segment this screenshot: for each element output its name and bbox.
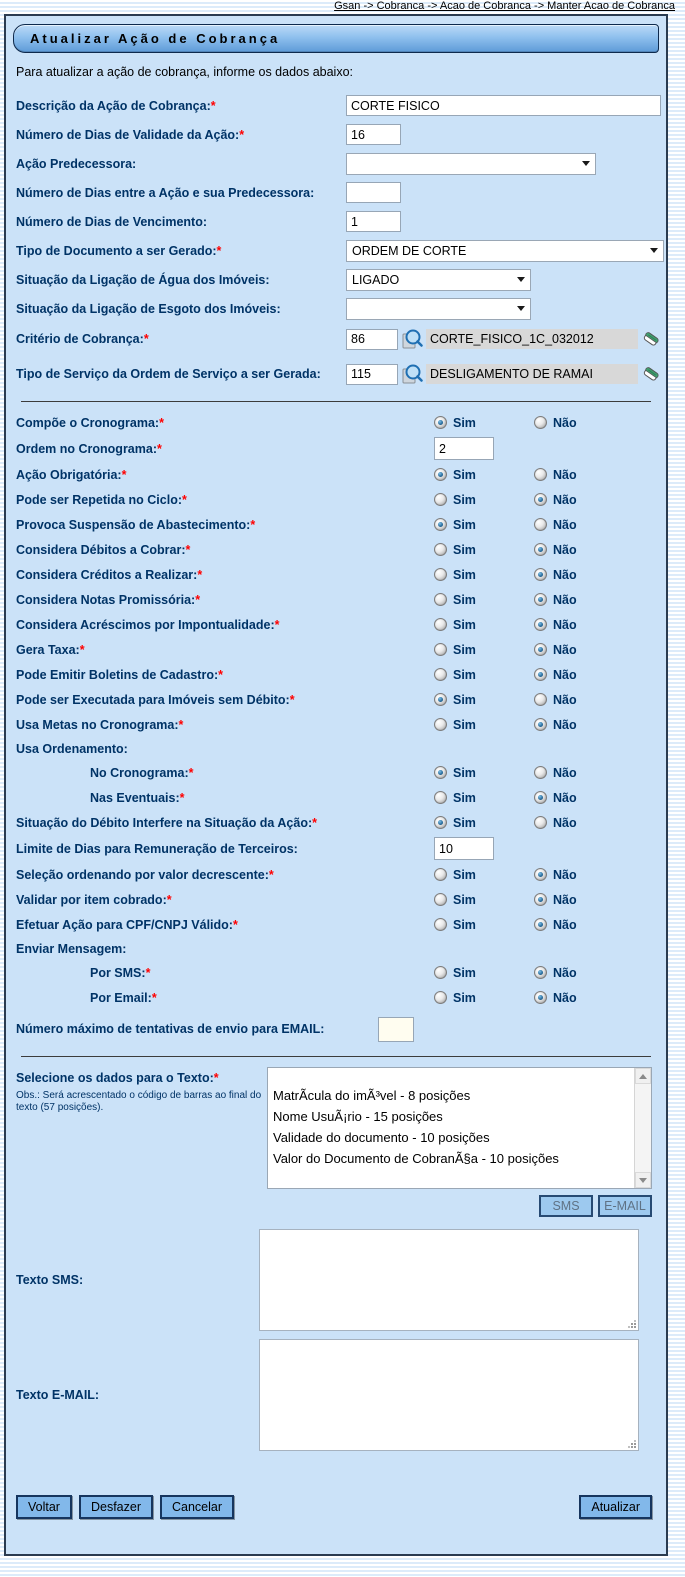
search-icon[interactable] <box>401 328 423 350</box>
radio-icon[interactable] <box>534 618 547 631</box>
texto-email-textarea[interactable] <box>259 1339 639 1451</box>
criterio-code-input[interactable] <box>346 329 398 350</box>
row-enviar-mensagem-header: Enviar Mensagem: <box>16 941 127 956</box>
radio-icon[interactable] <box>534 918 547 931</box>
scrollbar[interactable] <box>634 1068 651 1188</box>
descricao-input[interactable] <box>346 95 661 116</box>
radio-option-sim[interactable]: Sim <box>434 791 534 805</box>
desfazer-button[interactable]: Desfazer <box>79 1495 153 1519</box>
radio-option-nao[interactable]: Não <box>534 918 634 932</box>
tipo-servico-code-input[interactable] <box>346 364 398 385</box>
row-metas-cronograma: Usa Metas no Cronograma:* Sim Não <box>16 712 652 737</box>
separator <box>21 401 651 402</box>
eraser-icon[interactable] <box>641 329 661 349</box>
dados-texto-listbox[interactable] <box>267 1067 652 1189</box>
search-icon[interactable] <box>401 363 423 385</box>
radio-icon[interactable] <box>534 668 547 681</box>
radio-icon[interactable] <box>534 593 547 606</box>
radio-icon[interactable] <box>434 966 447 979</box>
limite-dias-input[interactable] <box>434 837 494 860</box>
mid-fields <box>16 410 652 1048</box>
tipo-servico-description: DESLIGAMENTO DE RAMAI <box>426 364 638 384</box>
radio-option-nao[interactable]: Não <box>534 618 634 632</box>
resize-grip-icon[interactable] <box>627 1439 636 1448</box>
field-label: Tipo de Serviço da Ordem de Serviço a ser Gerada: <box>16 367 321 381</box>
row-situacao-debito-interfere: Situação do Débito Interfere na Situação da Ação:* Sim Não <box>16 810 652 835</box>
field-label: Número de Dias de Vencimento: <box>16 214 208 229</box>
radio-option-sim[interactable]: Sim <box>434 593 534 607</box>
radio-option-nao[interactable]: Não <box>534 493 634 507</box>
row-texto-sms <box>16 1229 652 1331</box>
row-gera-taxa: Gera Taxa:* Sim Não <box>16 637 652 662</box>
radio-option-nao[interactable]: Não <box>534 518 634 532</box>
intro-text: Para atualizar a ação de cobrança, informe os dados abaixo: <box>16 65 354 79</box>
radio-option-sim[interactable]: Sim <box>434 568 534 582</box>
chevron-down-icon <box>517 306 525 311</box>
voltar-button[interactable]: Voltar <box>16 1495 72 1519</box>
radio-icon[interactable] <box>434 816 447 829</box>
chevron-down-icon <box>650 248 658 253</box>
list-item[interactable]: Nome UsuÃ¡rio - 15 posições <box>273 1109 443 1124</box>
row-descricao: Descrição da Ação de Cobrança:* CORTE FISICO <box>16 91 652 120</box>
texto-email-label: Texto E-MAIL: <box>16 1388 100 1402</box>
chevron-down-icon <box>517 277 525 282</box>
field-label: Número de Dias de Validade da Ação: <box>16 127 240 142</box>
radio-option-sim[interactable]: Sim <box>434 493 534 507</box>
ligacao-esgoto-select[interactable] <box>346 298 531 320</box>
action-buttons <box>16 1495 652 1519</box>
row-limite-dias-terceiros: Limite de Dias para Remuneração de Terceiros: 10 <box>16 835 652 862</box>
eraser-icon[interactable] <box>641 364 661 384</box>
radio-option-nao[interactable]: Não <box>534 643 634 657</box>
radio-icon[interactable] <box>434 568 447 581</box>
field-label: Critério de Cobrança: <box>16 332 144 346</box>
radio-option-sim[interactable]: Sim <box>434 966 534 980</box>
radio-option-nao[interactable]: Não <box>534 816 634 830</box>
row-dias-entre <box>16 178 652 207</box>
radio-icon[interactable] <box>534 816 547 829</box>
radio-icon[interactable] <box>434 493 447 506</box>
page-title-bar <box>13 24 659 53</box>
texto-sms-textarea[interactable] <box>259 1229 639 1331</box>
radio-option-nao[interactable]: Não <box>534 791 634 805</box>
radio-option-sim[interactable]: Sim <box>434 618 534 632</box>
email-button[interactable]: E-MAIL <box>598 1195 652 1217</box>
radio-icon[interactable] <box>434 893 447 906</box>
radio-icon[interactable] <box>434 618 447 631</box>
sms-button[interactable]: SMS <box>539 1195 593 1217</box>
radio-icon[interactable] <box>534 766 547 779</box>
radio-icon[interactable] <box>434 468 447 481</box>
radio-icon[interactable] <box>434 766 447 779</box>
predecessora-select[interactable] <box>346 153 596 175</box>
radio-icon[interactable] <box>434 668 447 681</box>
row-ordenamento-eventuais: Nas Eventuais:* Sim Não <box>16 785 652 810</box>
cancelar-button[interactable]: Cancelar <box>160 1495 234 1519</box>
breadcrumb[interactable]: Gsan -> Cobranca -> Acao de Cobranca -> Manter Acao de Cobranca <box>334 0 675 12</box>
radio-option-nao[interactable]: Não <box>534 593 634 607</box>
radio-option-sim[interactable]: Sim <box>434 918 534 932</box>
row-acao-obrigatoria: Ação Obrigatória:* Sim Não <box>16 462 652 487</box>
row-boletins-cadastro: Pode Emitir Boletins de Cadastro:* Sim Não <box>16 662 652 687</box>
radio-icon[interactable] <box>434 416 447 429</box>
row-dias-vencimento <box>16 207 652 236</box>
radio-icon[interactable] <box>434 868 447 881</box>
radio-option-sim[interactable]: Sim <box>434 668 534 682</box>
radio-option-sim[interactable]: Sim <box>434 468 534 482</box>
dias-vencimento-input[interactable] <box>346 211 401 232</box>
radio-icon[interactable] <box>534 493 547 506</box>
row-debitos-cobrar: Considera Débitos a Cobrar:* Sim Não <box>16 537 652 562</box>
radio-option-sim[interactable]: Sim <box>434 991 534 1005</box>
row-notas-promissoria: Considera Notas Promissória:* Sim Não <box>16 587 652 612</box>
radio-option-nao[interactable]: Não <box>534 416 634 430</box>
radio-option-nao[interactable]: Não <box>534 893 634 907</box>
radio-icon[interactable] <box>534 966 547 979</box>
radio-icon[interactable] <box>534 568 547 581</box>
radio-option-nao[interactable]: Não <box>534 543 634 557</box>
row-por-email: Por Email:* Sim Não <box>16 985 652 1010</box>
list-item[interactable]: Valor do Documento de CobranÃ§a - 10 posições <box>273 1151 559 1166</box>
row-texto-email <box>16 1339 652 1451</box>
row-ordem-cronograma: Ordem no Cronograma:* 2 <box>16 435 652 462</box>
dias-entre-input[interactable] <box>346 182 401 203</box>
validade-input[interactable] <box>346 124 401 145</box>
top-fields <box>16 91 652 393</box>
radio-icon[interactable] <box>434 718 447 731</box>
row-predecessora <box>16 149 652 178</box>
row-validar-item-cobrado: Validar por item cobrado:* Sim Não <box>16 887 652 912</box>
texto-sms-label: Texto SMS: <box>16 1273 84 1287</box>
radio-icon[interactable] <box>434 918 447 931</box>
radio-option-sim[interactable]: Sim <box>434 416 534 430</box>
ligacao-agua-select[interactable]: LIGADO <box>346 269 531 291</box>
radio-option-nao[interactable]: Não <box>534 718 634 732</box>
row-creditos-realizar: Considera Créditos a Realizar:* Sim Não <box>16 562 652 587</box>
radio-option-nao[interactable]: Não <box>534 568 634 582</box>
radio-option-nao[interactable]: Não <box>534 693 634 707</box>
row-max-tentativas-email: Número máximo de tentativas de envio para EMAIL: <box>16 1010 652 1048</box>
radio-option-sim[interactable]: Sim <box>434 816 534 830</box>
row-usa-ordenamento-header: Usa Ordenamento: <box>16 741 128 756</box>
page-title: Atualizar Ação de Cobrança <box>30 31 281 46</box>
max-tentativas-input[interactable] <box>378 1017 414 1042</box>
tipo-documento-select[interactable]: ORDEM DE CORTE <box>346 240 664 262</box>
radio-option-sim[interactable]: Sim <box>434 543 534 557</box>
row-repetida-ciclo: Pode ser Repetida no Ciclo:* Sim Não <box>16 487 652 512</box>
atualizar-button[interactable]: Atualizar <box>579 1495 652 1519</box>
radio-icon[interactable] <box>534 643 547 656</box>
radio-option-nao[interactable]: Não <box>534 468 634 482</box>
row-acrescimos-impontualidade: Considera Acréscimos por Impontualidade:* Sim Não <box>16 612 652 637</box>
field-label: Situação da Ligação de Esgoto dos Imóveis: <box>16 301 281 316</box>
radio-icon[interactable] <box>434 991 447 1004</box>
field-label: Número de Dias entre a Ação e sua Predecessora: <box>16 185 315 200</box>
radio-icon[interactable] <box>534 991 547 1004</box>
radio-option-nao[interactable]: Não <box>534 668 634 682</box>
row-suspensao-abastecimento: Provoca Suspensão de Abastecimento:* Sim Não <box>16 512 652 537</box>
main-panel <box>4 14 668 1556</box>
select-dados-label: Selecione os dados para o Texto: <box>16 1071 214 1085</box>
row-ligacao-esgoto <box>16 294 652 323</box>
criterio-description: CORTE_FISICO_1C_032012 <box>426 329 638 349</box>
radio-icon[interactable] <box>434 518 447 531</box>
chevron-down-icon <box>582 161 590 166</box>
radio-option-nao[interactable]: Não <box>534 966 634 980</box>
row-criterio: Critério de Cobrança:* 86 CORTE_FISICO_1C_032012 <box>16 323 652 355</box>
separator <box>21 1056 651 1057</box>
radio-icon[interactable] <box>534 791 547 804</box>
radio-option-nao[interactable]: Não <box>534 868 634 882</box>
ordem-cronograma-input[interactable] <box>434 437 494 460</box>
radio-icon[interactable] <box>534 468 547 481</box>
obs-text: Obs.: Será acrescentado o código de barras ao final do texto (57 posições). <box>16 1090 262 1113</box>
field-label: Tipo de Documento a ser Gerado: <box>16 243 217 258</box>
row-validade: Número de Dias de Validade da Ação:* 16 <box>16 120 652 149</box>
row-por-sms: Por SMS:* Sim Não <box>16 960 652 985</box>
row-compoe-cronograma: Compõe o Cronograma:* Sim Não <box>16 410 652 435</box>
radio-icon[interactable] <box>534 718 547 731</box>
radio-icon[interactable] <box>534 518 547 531</box>
scroll-down-icon[interactable] <box>635 1172 651 1188</box>
radio-icon[interactable] <box>434 693 447 706</box>
radio-icon[interactable] <box>534 543 547 556</box>
row-selecao-valor-decrescente: Seleção ordenando por valor decrescente:* Sim Não <box>16 862 652 887</box>
radio-option-nao[interactable]: Não <box>534 766 634 780</box>
text-section: Selecione os dados para o Texto:* Obs.: Será acrescentado o código de barras ao final do texto (57 posições). MatrÃcula do imÃ³vel - 8 posições Nome UsuÃ¡rio - 15 posições Validade do documento - 10 posições Valor do Documento de CobranÃ§a - 10 posições SMS E-MAIL Texto SMS: Texto E-MAIL: <box>16 1067 652 1451</box>
radio-option-sim[interactable]: Sim <box>434 766 534 780</box>
radio-icon[interactable] <box>434 643 447 656</box>
radio-option-sim[interactable]: Sim <box>434 893 534 907</box>
radio-option-sim[interactable]: Sim <box>434 518 534 532</box>
resize-grip-icon[interactable] <box>627 1319 636 1328</box>
row-cpf-cnpj-valido: Efetuar Ação para CPF/CNPJ Válido:* Sim Não <box>16 912 652 937</box>
field-label: Situação da Ligação de Água dos Imóveis: <box>16 272 270 287</box>
field-label: Ação Predecessora: <box>16 156 137 171</box>
row-tipo-servico <box>16 355 652 393</box>
radio-icon[interactable] <box>534 893 547 906</box>
radio-option-sim[interactable]: Sim <box>434 643 534 657</box>
radio-option-sim[interactable]: Sim <box>434 693 534 707</box>
list-item[interactable]: MatrÃcula do imÃ³vel - 8 posições <box>273 1088 471 1103</box>
row-ordenamento-cronograma: No Cronograma:* Sim Não <box>16 760 652 785</box>
field-label: Descrição da Ação de Cobrança: <box>16 98 211 113</box>
radio-icon[interactable] <box>534 693 547 706</box>
list-item[interactable]: Validade do documento - 10 posições <box>273 1130 490 1145</box>
row-tipo-documento: Tipo de Documento a ser Gerado:* ORDEM DE CORTE <box>16 236 652 265</box>
row-executada-sem-debito: Pode ser Executada para Imóveis sem Débito:* Sim Não <box>16 687 652 712</box>
radio-icon[interactable] <box>434 593 447 606</box>
scroll-up-icon[interactable] <box>635 1068 651 1084</box>
radio-option-sim[interactable]: Sim <box>434 718 534 732</box>
radio-icon[interactable] <box>434 543 447 556</box>
radio-icon[interactable] <box>534 416 547 429</box>
radio-icon[interactable] <box>534 868 547 881</box>
radio-option-nao[interactable]: Não <box>534 991 634 1005</box>
radio-icon[interactable] <box>434 791 447 804</box>
row-ligacao-agua <box>16 265 652 294</box>
radio-option-sim[interactable]: Sim <box>434 868 534 882</box>
